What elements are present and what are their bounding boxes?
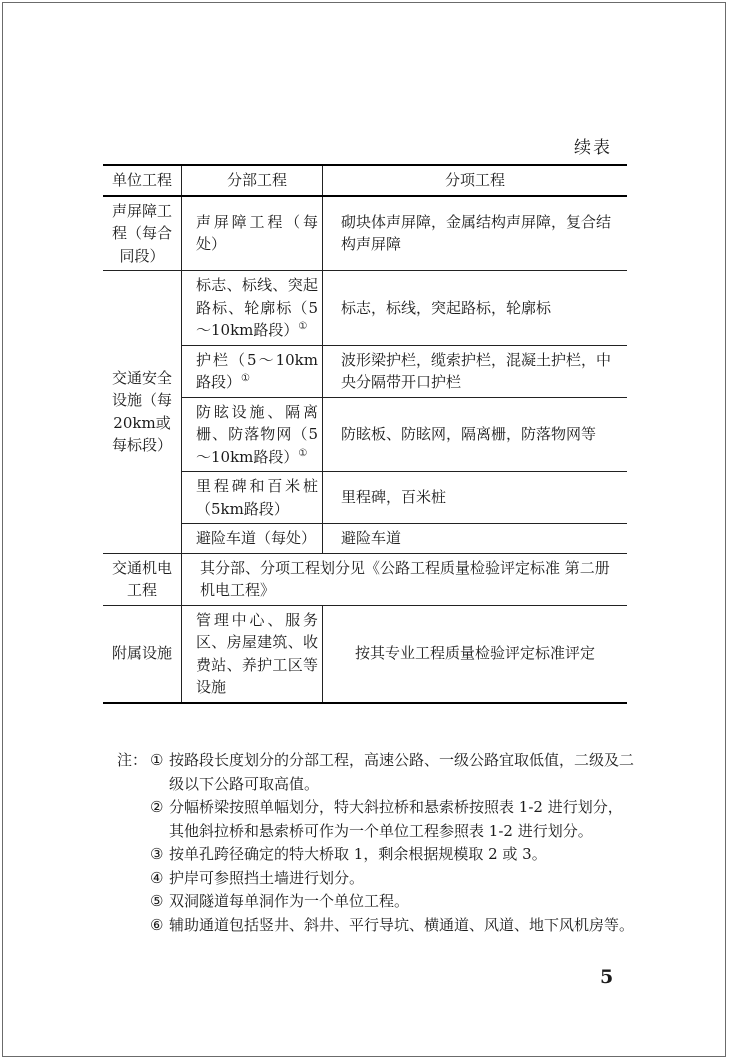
page-number: 5 (600, 966, 614, 988)
table-row (103, 605, 627, 703)
note-item (117, 867, 637, 891)
note-mark: ① (241, 373, 250, 384)
items-cell: 里程碑，百米桩 (323, 472, 628, 524)
header-items: 分项工程 (323, 165, 628, 196)
note-mark: ① (298, 321, 308, 332)
division-cell: 避险车道（每处） (182, 524, 323, 554)
note-number: ⑤ (150, 892, 164, 910)
division-cell: 管理中心、服务区、房屋建筑、收费站、养护工区等设施 (182, 605, 323, 703)
division-table (103, 164, 627, 704)
note-item (117, 749, 637, 796)
division-cell (182, 345, 323, 397)
table-row (103, 345, 627, 397)
unit-cell: 交通安全设施（每20km或每标段） (103, 271, 182, 554)
division-cell: 声屏障工程（每处） (182, 196, 323, 271)
table-row (103, 524, 627, 554)
table-row (103, 472, 627, 524)
table-header-row (103, 165, 627, 196)
division-cell (182, 397, 323, 472)
note-mark: ① (298, 447, 308, 459)
items-cell: 防眩板、防眩网，隔离栅，防落物网等 (323, 397, 628, 472)
items-cell: 标志，标线，突起路标，轮廓标 (323, 271, 628, 346)
notes-lead: 注： (117, 751, 148, 769)
note-number: ④ (150, 868, 164, 887)
note-item (117, 796, 637, 843)
note-text: 双洞隧道每单洞作为一个单位工程。 (169, 892, 410, 910)
note-text: 护岸可参照挡土墙进行划分。 (169, 868, 365, 887)
table-row (103, 553, 627, 605)
header-unit: 单位工程 (103, 165, 182, 196)
table-row (103, 196, 627, 271)
table-row (103, 271, 627, 346)
division-text: 标志、标线、突起路标、轮廓标（5～10km路段） (196, 276, 318, 339)
table-row (103, 397, 627, 472)
note-item (117, 914, 637, 938)
items-cell: 砌块体声屏障，金属结构声屏障，复合结构声屏障 (323, 196, 628, 271)
note-text: 分幅桥梁按照单幅划分，特大斜拉桥和悬索桥按照表 1-2 进行划分，其他斜拉桥和悬索桥可作为一个单位工程参照表 1-2 进行划分。 (169, 798, 623, 840)
division-text: 防眩设施、隔离栅、防落物网（5～10km路段） (196, 402, 318, 466)
items-cell: 按其专业工程质量检验评定标准评定 (323, 605, 628, 703)
note-text: 按单孔跨径确定的特大桥取 1，剩余根据规模取 2 或 3。 (169, 845, 547, 863)
unit-cell: 声屏障工程（每合同段） (103, 196, 182, 271)
note-number: ② (150, 798, 164, 816)
note-item (117, 843, 637, 867)
division-text: 护栏（5～10km路段） (196, 350, 318, 391)
unit-cell: 附属设施 (103, 605, 182, 703)
note-item (117, 890, 637, 914)
unit-cell: 交通机电工程 (103, 553, 182, 605)
header-division: 分部工程 (182, 165, 323, 196)
merged-cell: 其分部、分项工程划分见《公路工程质量检验评定标准 第二册 机电工程》 (182, 553, 628, 605)
items-cell: 避险车道 (323, 524, 628, 554)
table-notes (117, 749, 637, 937)
note-text: 辅助通道包括竖井、斜井、平行导坑、横通道、风道、地下风机房等。 (169, 915, 635, 934)
continued-table-label: 续表 (574, 138, 612, 158)
note-text: 按路段长度划分的分部工程，高速公路、一级公路宜取低值，二级及二级以下公路可取高值。 (169, 751, 635, 793)
note-number: ① (150, 751, 164, 769)
note-number: ③ (150, 845, 164, 863)
note-number: ⑥ (150, 915, 164, 934)
division-cell (182, 271, 323, 346)
division-cell: 里程碑和百米桩（5km路段） (182, 472, 323, 524)
items-cell: 波形梁护栏，缆索护栏，混凝土护栏，中央分隔带开口护栏 (323, 345, 628, 397)
